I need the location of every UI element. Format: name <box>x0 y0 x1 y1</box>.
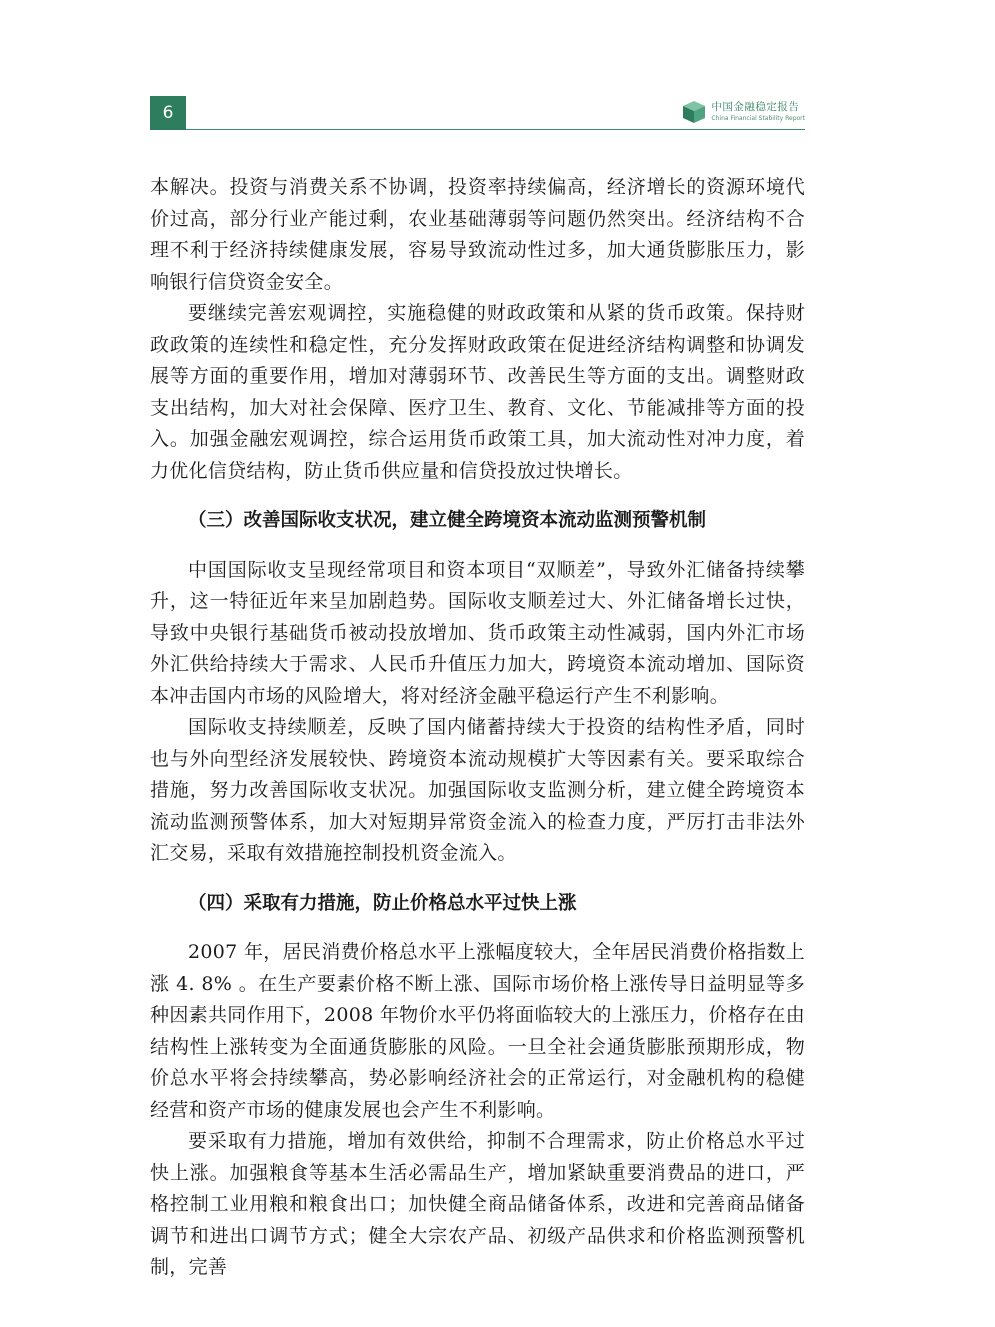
logo-title-cn: 中国金融稳定报告 <box>711 101 800 114</box>
logo-title-en: China Financial Stability Report <box>711 114 805 122</box>
header-rule <box>186 129 805 130</box>
section-heading-4: （四）采取有力措施，防止价格总水平过快上涨 <box>188 892 577 914</box>
paragraph-2: 要继续完善宏观调控，实施稳健的财政政策和从紧的货币政策。保持财政政策的连续性和稳定性，充分发挥财政政策在促进经济结构调整和协调发展等方面的重要作用，增加对薄弱环节、改善民生等方面的支出。调整财政支出结构，加大对社会保障、医疗卫生、教育、文化、节能减排等方面的投入。加强金融宏观调控，综合运用货币政策工具，加大流动性对冲力度，着力优化信贷结构，防止货币供应量和信贷投放过快增长。 <box>150 302 805 482</box>
paragraph-5: 2007 年，居民消费价格总水平上涨幅度较大，全年居民消费价格指数上涨 4. 8% 。在生产要素价格不断上涨、国际市场价格上涨传导日益明显等多种因素共同作用下，2008 年物价水平仍将面临较大的上涨压力，价格存在由结构性上涨转变为全面通货膨胀的风险。一旦全社会通货膨胀预期形成，物价总水平将会持续攀高，势必影响经济社会的正常运行，对金融机构的稳健经营和资产市场的健康发展也会产生不利影响。 <box>150 941 805 1121</box>
cube-logo-icon <box>681 100 707 124</box>
paragraph-4: 国际收支持续顺差，反映了国内储蓄持续大于投资的结构性矛盾，同时也与外向型经济发展较快、跨境资本流动规模扩大等因素有关。要采取综合措施，努力改善国际收支状况。加强国际收支监测分析，建立健全跨境资本流动监测预警体系，加大对短期异常资金流入的检查力度，严厉打击非法外汇交易，采取有效措施控制投机资金流入。 <box>150 716 805 864</box>
report-logo <box>681 100 805 124</box>
page-body <box>150 172 805 1284</box>
paragraph-3: 中国国际收支呈现经常项目和资本项目“双顺差”，导致外汇储备持续攀升，这一特征近年来呈加剧趋势。国际收支顺差过大、外汇储备增长过快，导致中央银行基础货币被动投放增加、货币政策主动性减弱，国内外汇市场外汇供给持续大于需求、人民币升值压力加大，跨境资本流动增加、国际资本冲击国内市场的风险增大，将对经济金融平稳运行产生不利影响。 <box>150 558 805 707</box>
page-number-badge: 6 <box>150 96 186 130</box>
paragraph-1: 本解决。投资与消费关系不协调，投资率持续偏高，经济增长的资源环境代价过高，部分行业产能过剩，农业基础薄弱等问题仍然突出。经济结构不合理不利于经济持续健康发展，容易导致流动性过多，加大通货膨胀压力，影响银行信贷资金安全。 <box>150 176 805 293</box>
section-heading-3: （三）改善国际收支状况，建立健全跨境资本流动监测预警机制 <box>188 510 707 531</box>
paragraph-6: 要采取有力措施，增加有效供给，抑制不合理需求，防止价格总水平过快上涨。加强粮食等基本生活必需品生产，增加紧缺重要消费品的进口，严格控制工业用粮和粮食出口；加快健全商品储备体系，改进和完善商品储备调节和进出口调节方式；健全大宗农产品、初级产品供求和价格监测预警机制，完善 <box>150 1130 805 1278</box>
page-header <box>150 96 805 132</box>
